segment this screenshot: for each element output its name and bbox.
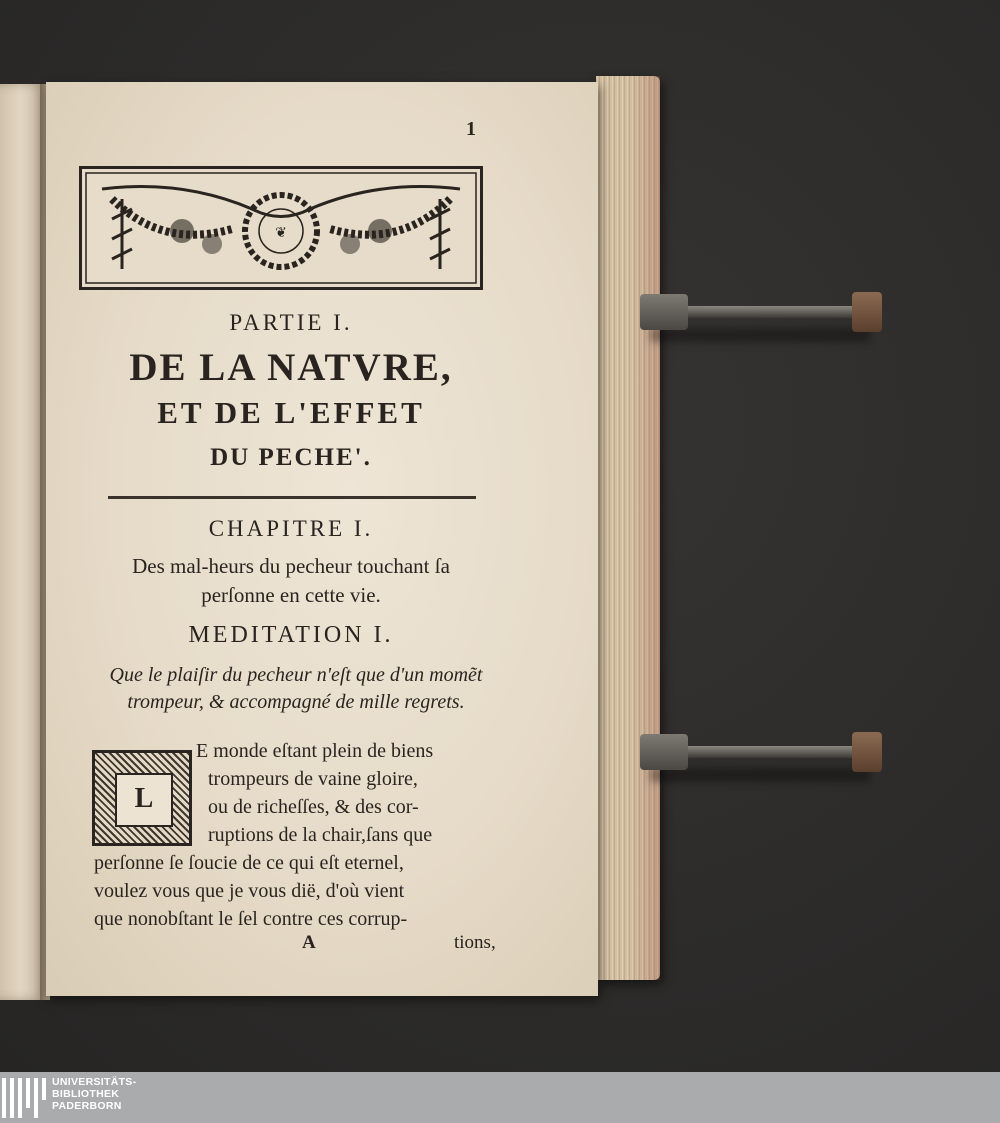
library-logo-text — [52, 1076, 136, 1112]
body-line: ruptions de la chair,ſans que — [208, 824, 433, 846]
chapter-subtitle-line: Des mal-heurs du pecheur touchant ſa — [132, 554, 450, 578]
divider-rule — [108, 496, 476, 499]
svg-text:❦: ❦ — [275, 226, 287, 241]
meditation-subtitle — [86, 662, 506, 716]
title-line-1: DE LA NATVRE, — [129, 346, 453, 389]
logo-line: BIBLIOTHEK — [52, 1088, 120, 1100]
title-line-3: DU PECHE'. — [210, 444, 372, 471]
meditation-subtitle-line: Que le plaiſir du pecheur n'eſt que d'un momẽt — [109, 664, 483, 686]
meditation-subtitle-line: trompeur, & accompagné de mille regrets. — [127, 691, 465, 713]
catchword: tions, — [454, 932, 496, 953]
drop-cap-initial — [92, 750, 192, 846]
drop-cap-letter: L — [115, 773, 173, 827]
library-logo-icon — [2, 1078, 46, 1118]
headpiece-ornament — [79, 166, 483, 290]
body-line: perſonne ſe ſoucie de ce qui eſt eternel, — [94, 852, 404, 874]
body-line: que nonobſtant le ſel contre ces corrup- — [94, 908, 408, 930]
logo-line: UNIVERSITÄTS- — [52, 1076, 137, 1088]
page-block-edges — [596, 76, 660, 980]
chapter-subtitle-line: perſonne en cette vie. — [201, 583, 381, 607]
body-line: E monde eſtant plein de biens — [196, 740, 434, 762]
left-page-edge — [0, 84, 44, 1000]
meditation-heading: MEDITATION I. — [188, 622, 394, 648]
title-line-2: ET DE L'EFFET — [157, 395, 425, 430]
book-page — [46, 82, 598, 996]
page-number: 1 — [466, 118, 476, 140]
body-line: voulez vous que je vous dië, d'où vient — [94, 880, 405, 902]
upper-clasp — [640, 298, 890, 324]
body-line: ou de richeſſes, & des cor- — [208, 796, 419, 818]
footer-bar — [0, 1072, 1000, 1123]
signature-mark: A — [302, 932, 316, 953]
body-line: trompeurs de vaine gloire, — [208, 768, 418, 790]
chapter-heading: CHAPITRE I. — [208, 516, 374, 541]
logo-line: PADERBORN — [52, 1100, 122, 1112]
lower-clasp — [640, 738, 890, 764]
part-heading: PARTIE I. — [229, 310, 353, 335]
chapter-subtitle — [86, 552, 496, 610]
